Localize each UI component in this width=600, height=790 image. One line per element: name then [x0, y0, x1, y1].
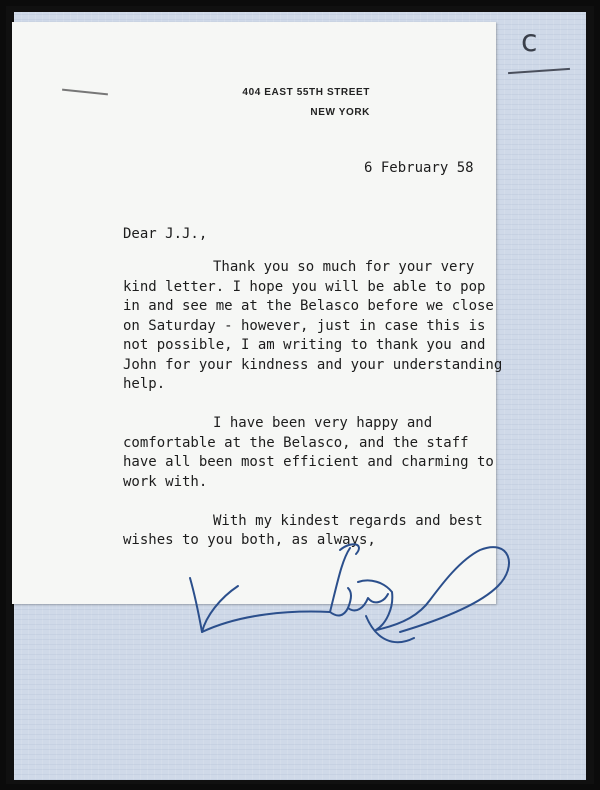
letter-date: 6 February 58	[364, 160, 474, 176]
letterhead	[242, 83, 370, 123]
handwritten-signature-icon	[180, 520, 530, 660]
paragraph-1: Thank you so much for your very kind letter. I hope you will be able to pop in and see me at the Belasco before we close on Saturday - however, just in case this is not possible, I am writing to thank you and John for your kindness and your understanding help.	[123, 259, 503, 392]
letter-body	[123, 258, 503, 551]
paragraph-3: With my kindest regards and best wishes to you both, as always,	[123, 512, 483, 548]
corner-annotation: c	[521, 24, 538, 59]
letterhead-address-line1: 404 EAST 55TH STREET	[242, 87, 370, 98]
letterhead-address-line2: NEW YORK	[310, 107, 370, 118]
salutation: Dear J.J.,	[123, 226, 208, 242]
paragraph-2: I have been very happy and comfortable at the Belasco, and the staff have all been most efficient and charming to work with.	[123, 415, 494, 490]
